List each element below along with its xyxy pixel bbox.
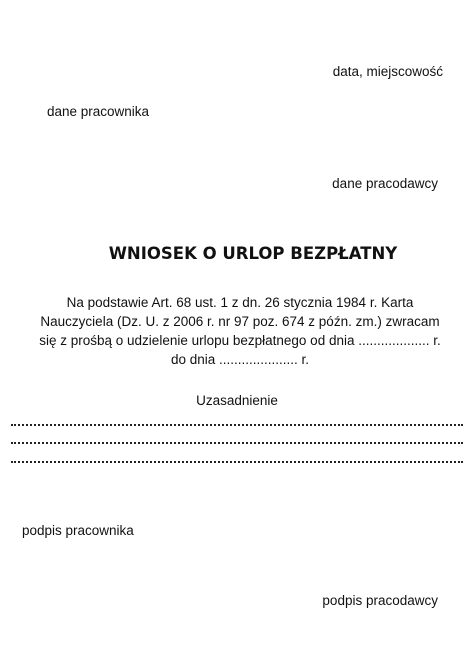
employer-data-field: dane pracodawcy <box>332 176 438 191</box>
justification-line-2 <box>11 442 463 444</box>
document-title: WNIOSEK O URLOP BEZPŁATNY <box>108 244 398 263</box>
employer-signature-label: podpis pracodawcy <box>322 593 438 608</box>
body-line-1: Na podstawie Art. 68 ust. 1 z dn. 26 stycznia 1984 r. Karta <box>66 295 414 310</box>
justification-line-3 <box>11 461 463 463</box>
employee-data-field: dane pracownika <box>47 104 150 119</box>
justification-label: Uzasadnienie <box>196 393 278 408</box>
date-place-field: data, miejscowość <box>332 64 443 79</box>
employee-signature-label: podpis pracownika <box>22 523 134 538</box>
justification-line-1 <box>11 424 463 426</box>
body-line-2: Nauczyciela (Dz. U. z 2006 r. nr 97 poz. 674 z późn. zm.) zwracam <box>40 314 440 329</box>
body-line-4: do dnia ..................... r. <box>170 352 310 367</box>
request-body <box>10 293 470 369</box>
body-line-3: się z prośbą o udzielenie urlopu bezpłatnego od dnia ................... r. <box>39 333 441 348</box>
